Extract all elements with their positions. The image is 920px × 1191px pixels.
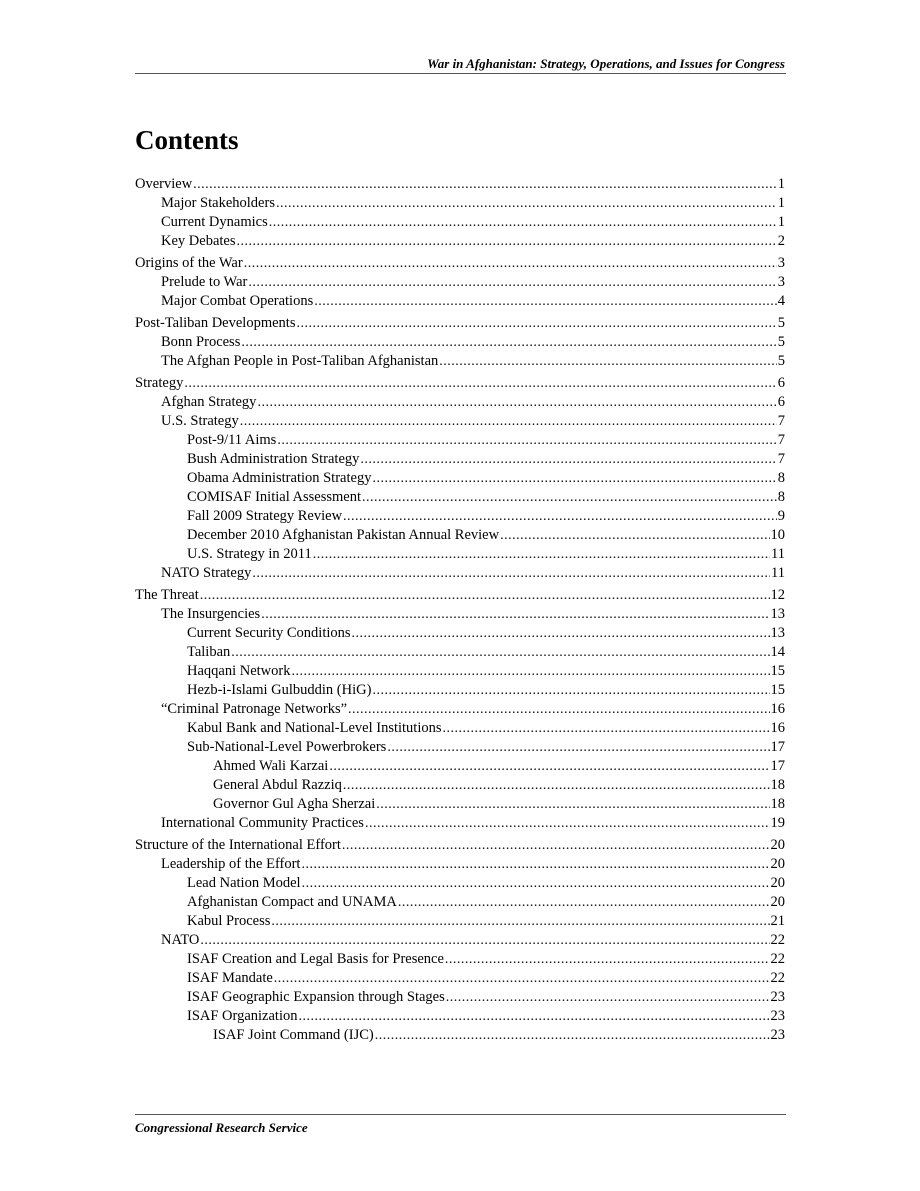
toc-dot-leader	[271, 912, 769, 931]
toc-dot-leader	[446, 988, 770, 1007]
toc-page-number: 11	[771, 546, 785, 562]
toc-dot-leader	[244, 254, 777, 273]
toc-page-number: 7	[777, 413, 785, 429]
toc-entry-label: Bonn Process	[161, 334, 241, 350]
toc-dot-leader	[291, 662, 769, 681]
toc-dot-leader	[236, 232, 776, 251]
toc-dot-leader	[445, 950, 770, 969]
toc-entry-label: ISAF Creation and Legal Basis for Presence	[187, 951, 444, 967]
toc-dot-leader	[348, 700, 769, 719]
toc-entry-label: NATO	[161, 932, 200, 948]
toc-dot-leader	[276, 194, 777, 213]
toc-page-number: 23	[770, 1008, 785, 1024]
toc-page-number: 18	[770, 796, 785, 812]
toc-page-number: 3	[777, 255, 785, 271]
toc-entry[interactable]	[135, 393, 785, 412]
toc-page-number: 1	[777, 214, 785, 230]
toc-dot-leader	[231, 643, 769, 662]
toc-dot-leader	[343, 776, 770, 795]
toc-dot-leader	[342, 836, 770, 855]
toc-entry[interactable]	[135, 662, 785, 681]
toc-entry-label: ISAF Geographic Expansion through Stages	[187, 989, 445, 1005]
toc-entry-label: Sub-National-Level Powerbrokers	[187, 739, 387, 755]
toc-page-number: 13	[770, 625, 785, 641]
toc-entry[interactable]	[135, 1007, 785, 1026]
toc-entry-label: ISAF Mandate	[187, 970, 273, 986]
toc-dot-leader	[240, 412, 777, 431]
toc-entry-label: Ahmed Wali Karzai	[213, 758, 329, 774]
toc-entry[interactable]	[135, 450, 785, 469]
toc-entry-label: The Insurgencies	[161, 606, 261, 622]
toc-page-number: 21	[770, 913, 785, 929]
toc-dot-leader	[360, 450, 776, 469]
toc-dot-leader	[296, 314, 776, 333]
toc-entry[interactable]	[135, 488, 785, 507]
toc-entry[interactable]	[135, 526, 785, 545]
toc-entry-label: Obama Administration Strategy	[187, 470, 372, 486]
toc-entry[interactable]	[135, 681, 785, 700]
toc-page-number: 16	[770, 720, 785, 736]
toc-entry-label: Afghan Strategy	[161, 394, 257, 410]
toc-entry-label: COMISAF Initial Assessment	[187, 489, 362, 505]
footer-divider	[135, 1114, 786, 1115]
toc-entry[interactable]	[135, 586, 785, 605]
toc-page-number: 7	[777, 432, 785, 448]
toc-dot-leader	[248, 273, 776, 292]
toc-page-number: 16	[770, 701, 785, 717]
toc-entry-label: Origins of the War	[135, 255, 243, 271]
toc-dot-leader	[252, 564, 770, 583]
toc-dot-leader	[257, 393, 776, 412]
toc-entry[interactable]	[135, 931, 785, 950]
toc-dot-leader	[193, 175, 777, 194]
toc-dot-leader	[365, 814, 770, 833]
toc-entry-label: ISAF Organization	[187, 1008, 298, 1024]
toc-page-number: 6	[777, 375, 785, 391]
toc-entry[interactable]	[135, 412, 785, 431]
toc-page-number: 20	[770, 856, 785, 872]
toc-dot-leader	[398, 893, 770, 912]
toc-entry[interactable]	[135, 757, 785, 776]
toc-page-number: 1	[777, 176, 785, 192]
toc-page-number: 4	[777, 293, 785, 309]
toc-entry[interactable]	[135, 254, 785, 273]
toc-dot-leader	[329, 757, 769, 776]
toc-page-number: 22	[770, 970, 785, 986]
toc-dot-leader	[301, 855, 769, 874]
toc-entry-label: Lead Nation Model	[187, 875, 301, 891]
toc-entry-label: ISAF Joint Command (IJC)	[213, 1027, 374, 1043]
running-footer: Congressional Research Service	[135, 1120, 308, 1135]
toc-entry-label: Prelude to War	[161, 274, 248, 290]
toc-dot-leader	[376, 795, 769, 814]
toc-dot-leader	[443, 719, 770, 738]
toc-page-number: 19	[770, 815, 785, 831]
toc-page-number: 2	[777, 233, 785, 249]
toc-entry-label: Major Combat Operations	[161, 293, 314, 309]
toc-page-number: 1	[777, 195, 785, 211]
toc-dot-leader	[375, 1026, 770, 1045]
toc-entry-label: Leadership of the Effort	[161, 856, 301, 872]
toc-entry-label: U.S. Strategy in 2011	[187, 546, 312, 562]
toc-entry[interactable]	[135, 469, 785, 488]
toc-entry[interactable]	[135, 1026, 785, 1045]
toc-page-number: 8	[777, 470, 785, 486]
toc-entry[interactable]	[135, 969, 785, 988]
toc-dot-leader	[269, 213, 777, 232]
toc-page-number: 14	[770, 644, 785, 660]
toc-page-number: 12	[770, 587, 785, 603]
toc-entry[interactable]	[135, 950, 785, 969]
page-title: Contents	[135, 125, 239, 155]
toc-entry[interactable]	[135, 374, 785, 393]
toc-entry-label: NATO Strategy	[161, 565, 252, 581]
toc-entry[interactable]	[135, 893, 785, 912]
toc-dot-leader	[314, 292, 777, 311]
toc-entry[interactable]	[135, 333, 785, 352]
toc-entry-label: Current Security Conditions	[187, 625, 351, 641]
toc-entry[interactable]	[135, 213, 785, 232]
toc-page-number: 15	[770, 682, 785, 698]
toc-entry-label: Kabul Process	[187, 913, 271, 929]
toc-page-number: 10	[770, 527, 785, 543]
toc-entry[interactable]	[135, 564, 785, 583]
toc-entry-label: Post-9/11 Aims	[187, 432, 277, 448]
toc-entry[interactable]	[135, 874, 785, 893]
toc-dot-leader	[200, 586, 770, 605]
toc-entry-label: “Criminal Patronage Networks”	[161, 701, 348, 717]
toc-entry-label: The Afghan People in Post-Taliban Afghanistan	[161, 353, 439, 369]
toc-entry[interactable]	[135, 292, 785, 311]
toc-entry-label: The Threat	[135, 587, 199, 603]
toc-dot-leader	[184, 374, 776, 393]
toc-entry[interactable]	[135, 855, 785, 874]
toc-entry-label: Key Debates	[161, 233, 236, 249]
table-of-contents	[135, 175, 785, 1045]
toc-dot-leader	[387, 738, 769, 757]
running-header: War in Afghanistan: Strategy, Operations, and Issues for Congress	[427, 56, 785, 71]
toc-entry-label: U.S. Strategy	[161, 413, 239, 429]
toc-page-number: 20	[770, 894, 785, 910]
toc-entry-label: Afghanistan Compact and UNAMA	[187, 894, 397, 910]
toc-entry[interactable]	[135, 643, 785, 662]
toc-entry[interactable]	[135, 507, 785, 526]
toc-entry-label: General Abdul Razziq	[213, 777, 342, 793]
toc-page-number: 20	[770, 837, 785, 853]
toc-entry-label: Hezb-i-Islami Gulbuddin (HiG)	[187, 682, 372, 698]
toc-page-number: 18	[770, 777, 785, 793]
toc-dot-leader	[313, 545, 770, 564]
toc-dot-leader	[372, 681, 769, 700]
toc-page-number: 3	[777, 274, 785, 290]
toc-dot-leader	[343, 507, 777, 526]
toc-entry[interactable]	[135, 352, 785, 371]
toc-dot-leader	[299, 1007, 770, 1026]
toc-dot-leader	[277, 431, 776, 450]
toc-page-number: 5	[777, 334, 785, 350]
toc-entry[interactable]	[135, 814, 785, 833]
toc-entry[interactable]	[135, 273, 785, 292]
toc-entry[interactable]	[135, 988, 785, 1007]
toc-entry-label: Fall 2009 Strategy Review	[187, 508, 343, 524]
toc-entry-label: Strategy	[135, 375, 184, 391]
toc-page-number: 22	[770, 951, 785, 967]
toc-page-number: 17	[770, 739, 785, 755]
toc-entry[interactable]	[135, 194, 785, 213]
toc-entry[interactable]	[135, 232, 785, 251]
toc-entry-label: Current Dynamics	[161, 214, 268, 230]
toc-page-number: 23	[770, 1027, 785, 1043]
toc-page-number: 13	[770, 606, 785, 622]
header-divider	[135, 73, 786, 74]
toc-entry[interactable]	[135, 431, 785, 450]
toc-entry[interactable]	[135, 605, 785, 624]
toc-entry[interactable]	[135, 776, 785, 795]
toc-entry-label: Haqqani Network	[187, 663, 291, 679]
toc-page-number: 9	[777, 508, 785, 524]
toc-entry[interactable]	[135, 912, 785, 931]
toc-entry-label: Structure of the International Effort	[135, 837, 341, 853]
toc-entry[interactable]	[135, 738, 785, 757]
toc-dot-leader	[274, 969, 770, 988]
toc-dot-leader	[362, 488, 777, 507]
toc-dot-leader	[200, 931, 769, 950]
toc-entry-label: Major Stakeholders	[161, 195, 275, 211]
toc-entry-label: Post-Taliban Developments	[135, 315, 296, 331]
toc-entry-label: Overview	[135, 176, 193, 192]
toc-page-number: 15	[770, 663, 785, 679]
toc-entry[interactable]	[135, 700, 785, 719]
toc-page-number: 11	[771, 565, 785, 581]
toc-dot-leader	[372, 469, 776, 488]
toc-page-number: 20	[770, 875, 785, 891]
toc-page-number: 17	[770, 758, 785, 774]
toc-dot-leader	[241, 333, 776, 352]
toc-entry[interactable]	[135, 545, 785, 564]
toc-dot-leader	[302, 874, 770, 893]
toc-entry[interactable]	[135, 175, 785, 194]
toc-entry-label: Kabul Bank and National-Level Institutions	[187, 720, 442, 736]
toc-entry-label: December 2010 Afghanistan Pakistan Annual Review	[187, 527, 500, 543]
toc-dot-leader	[261, 605, 769, 624]
toc-dot-leader	[439, 352, 776, 371]
toc-entry-label: Governor Gul Agha Sherzai	[213, 796, 376, 812]
toc-dot-leader	[500, 526, 769, 545]
toc-entry[interactable]	[135, 719, 785, 738]
toc-page-number: 22	[770, 932, 785, 948]
toc-page-number: 8	[777, 489, 785, 505]
toc-entry[interactable]	[135, 795, 785, 814]
toc-entry[interactable]	[135, 624, 785, 643]
toc-page-number: 7	[777, 451, 785, 467]
toc-page-number: 6	[777, 394, 785, 410]
toc-entry-label: Taliban	[187, 644, 231, 660]
toc-entry-label: Bush Administration Strategy	[187, 451, 360, 467]
toc-page-number: 5	[777, 315, 785, 331]
toc-entry-label: International Community Practices	[161, 815, 364, 831]
toc-entry[interactable]	[135, 314, 785, 333]
toc-dot-leader	[352, 624, 770, 643]
toc-page-number: 23	[770, 989, 785, 1005]
toc-page-number: 5	[777, 353, 785, 369]
toc-entry[interactable]	[135, 836, 785, 855]
